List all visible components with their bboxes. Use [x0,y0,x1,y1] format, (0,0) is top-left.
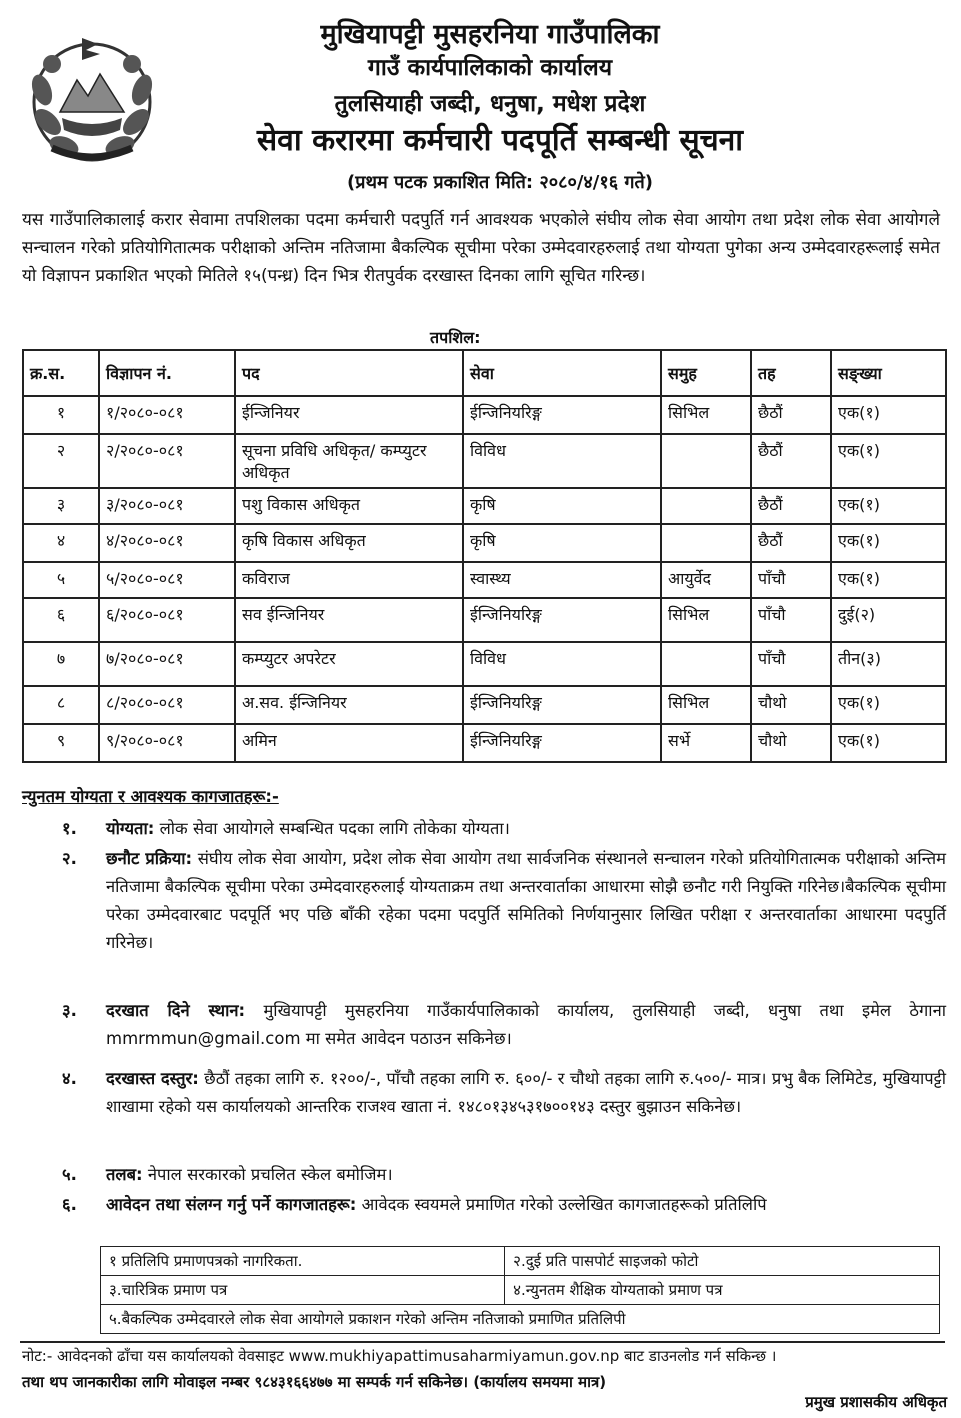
table-cell [661,434,751,488]
table-cell: सूचना प्रविधि अधिकृत/ कम्प्युटर अधिकृत [235,434,463,488]
table-cell: तीन(३) [831,642,946,686]
requirement-text: नेपाल सरकारको प्रचलित स्केल बमोजिम। [147,1165,393,1184]
table-row [23,686,946,724]
table-cell: ईन्जिनियरिङ्ग [463,724,661,762]
table-cell [661,488,751,524]
requirement-number: ४. [62,1069,77,1088]
table-cell: स्वास्थ्य [463,562,661,598]
intro-paragraph: यस गाउँपालिकालाई करार सेवामा तपशिलका पदमा कर्मचारी पदपुर्ति गर्न आवश्यक भएकोले संघीय लोक सेवा आयोग तथा प्रदेश लोक सेवा आयोगले सन्चालन गरेको प्रतियोगितात्मक परीक्षाको अन्तिम नतिजामा बैकल्पिक सूचीमा परेका उम्मेदवारहरुलाई तथा योग्यता पुगेका अन्य उम्मेदवारहरूलाई समेत यो विज्ञापन प्रकाशित भएको मितिले १५(पन्ध्र) दिन भित्र रीतपुर्वक दरखास्त दिनका लागि सूचित गरिन्छ। [22,210,940,286]
table-cell: ईन्जिनियर [235,396,463,434]
municipality-name: मुखियापट्टी मुसहरनिया गाउँपालिका [320,19,660,50]
doc-item: ३.चारित्रिक प्रमाण पत्र [101,1276,505,1305]
table-cell: १ [23,396,99,434]
table-cell: कृषि विकास अधिकृत [235,524,463,562]
table-row [23,434,946,488]
doc-item: १ प्रतिलिपि प्रमाणपत्रको नागरिकता. [101,1247,505,1276]
table-cell: पशु विकास अधिकृत [235,488,463,524]
table-caption: तपशिल: [430,328,481,347]
table-cell: ३ [23,488,99,524]
signature: प्रमुख प्रशासकीय अधिकृत [805,1393,947,1411]
table-cell: पाँचौ [751,598,831,642]
table-cell [661,524,751,562]
table-cell: २ [23,434,99,488]
table-cell: ८/२०८०-०८१ [99,686,235,724]
table-cell: एक(१) [831,488,946,524]
table-cell: एक(१) [831,724,946,762]
table-cell: छैठौं [751,434,831,488]
table-row [23,724,946,762]
requirement-text: आवेदक स्वयमले प्रमाणित गरेको उल्लेखित कागजातहरूको प्रतिलिपि [361,1195,767,1214]
col-post: पद [235,350,463,396]
requirement-item [106,845,946,957]
office-address: तुलसियाही जब्दी, धनुषा, मधेश प्रदेश [334,91,646,117]
table-row [23,642,946,686]
table-cell: ७/२०८०-०८१ [99,642,235,686]
table-cell: कम्प्युटर अपरेटर [235,642,463,686]
table-cell: आयुर्वेद [661,562,751,598]
office-name: गाउँ कार्यपालिकाको कार्यालय [367,55,613,81]
table-row [23,598,946,642]
requirement-label: तलब: [106,1165,143,1184]
table-cell: ९ [23,724,99,762]
table-cell: ५ [23,562,99,598]
table-cell: ६ [23,598,99,642]
table-cell: पाँचौ [751,642,831,686]
table-cell: एक(१) [831,434,946,488]
requirement-text: संघीय लोक सेवा आयोग, प्रदेश लोक सेवा आयोग तथा सार्वजनिक संस्थानले सन्चालन गरेको प्रतियोगितात्मक परीक्षाको अन्तिम नतिजामा बैकल्पिक सूचीमा परेका उम्मेदवारहरुलाई योग्यताक्रम तथा अन्तरवार्ताका आधारमा सोझै छनौट गरी नियुक्ति गरिनेछ।बैकल्पिक सूचीमा परेका उम्मेदवारबाट पदपूर्ति भए पछि बाँकी रहेका पदमा पदपुर्ति समितिको निर्णयानुसार लिखित परीक्षा र अन्तरवार्ताका आधारमा पदपुर्ति गरिनेछ। [106,849,946,952]
table-cell: ९/२०८०-०८१ [99,724,235,762]
footer-contact: तथा थप जानकारीका लागि मोवाइल नम्बर ९८४३१६६४७७ मा सम्पर्क गर्न सकिनेछ। (कार्यालय समयमा मात्र) [22,1373,607,1391]
requirement-number: ३. [62,1001,77,1020]
table-cell: सर्भे [661,724,751,762]
table-cell: ७ [23,642,99,686]
footer-note: नोट:- आवेदनको ढाँचा यस कार्यालयको वेवसाइट www.mukhiyapattimusaharmiyamun.gov.np बाट डाउनलोड गर्न सकिन्छ । [22,1347,777,1365]
vacancy-table [22,349,947,763]
table-cell: सव ईन्जिनियर [235,598,463,642]
table-row [23,488,946,524]
table-cell: एक(१) [831,396,946,434]
table-cell: सिभिल [661,598,751,642]
documents-table [100,1246,940,1334]
table-cell: २/२०८०-०८१ [99,434,235,488]
requirement-text: छैठौं तहका लागि रु. १२००/-, पाँचौ तहका लागि रु. ६००/- र चौथो तहका लागि रु.५००/- मात्र। प्रभु बैक लिमिटेड, मुखियापट्टी शाखामा रहेको यस कार्यालयको आन्तरिक राजश्व खाता नं. १४८०१३४५३१७००१४३ दस्तुर बुझाउन सकिनेछ। [106,1069,947,1116]
requirement-label: आवेदन तथा संलग्न गर्नु पर्ने कागजातहरू: [106,1195,357,1214]
notice-title: सेवा करारमा कर्मचारी पदपूर्ति सम्बन्धी सूचना [256,123,744,158]
table-cell: छैठौं [751,524,831,562]
published-date: (प्रथम पटक प्रकाशित मिति: २०८०/४/१६ गते) [347,172,653,193]
table-cell: दुई(२) [831,598,946,642]
table-cell: ईन्जिनियरिङ्ग [463,396,661,434]
col-ad-no: विज्ञापन नं. [99,350,235,396]
table-cell: ४/२०८०-०८१ [99,524,235,562]
table-cell: विविध [463,434,661,488]
table-header-row [23,350,946,396]
requirement-number: १. [62,819,77,838]
table-cell: कविराज [235,562,463,598]
requirement-item [106,1191,946,1219]
requirement-number: २. [62,849,77,868]
requirement-text: लोक सेवा आयोगले सम्बन्धित पदका लागि तोकेका योग्यता। [159,819,510,838]
table-cell: विविध [463,642,661,686]
requirement-label: दरखात दिने स्थान: [106,1001,246,1020]
table-cell: पाँचौ [751,562,831,598]
table-cell: अ.सव. ईन्जिनियर [235,686,463,724]
table-cell: ३/२०८०-०८१ [99,488,235,524]
col-level: तह [751,350,831,396]
col-count: सङ्ख्या [831,350,946,396]
table-cell: ८ [23,686,99,724]
doc-item: ५.बैकल्पिक उम्मेदवारले लोक सेवा आयोगले प्रकाशन गरेको अन्तिम नतिजाको प्रमाणित प्रतिलिपी [101,1305,940,1334]
table-cell: कृषि [463,524,661,562]
table-cell: अमिन [235,724,463,762]
table-cell: सिभिल [661,396,751,434]
table-cell: चौथो [751,724,831,762]
table-cell: एक(१) [831,562,946,598]
requirement-item [106,815,946,843]
requirement-text: मुखियापट्टी मुसहरनिया गाउँकार्यपालिकाको कार्यालय, तुलसियाही जब्दी, धनुषा तथा इमेल ठेगाना mmrmmun@gmail.com मा समेत आवेदन पठाउन सकिनेछ। [106,1001,946,1048]
table-row [23,524,946,562]
col-service: सेवा [463,350,661,396]
table-cell: एक(१) [831,524,946,562]
nepal-emblem-icon [22,30,162,170]
table-cell: चौथो [751,686,831,724]
divider [20,1341,945,1343]
requirement-item [106,1065,946,1121]
table-cell: सिभिल [661,686,751,724]
requirement-item [106,997,946,1053]
table-cell: ईन्जिनियरिङ्ग [463,598,661,642]
requirements-list [22,815,947,1235]
table-row [23,562,946,598]
table-cell [661,642,751,686]
table-cell: कृषि [463,488,661,524]
requirement-label: योग्यता: [106,819,155,838]
table-cell: ४ [23,524,99,562]
table-cell: ईन्जिनियरिङ्ग [463,686,661,724]
requirement-label: छनौट प्रक्रिया: [106,849,193,868]
table-cell: छैठौं [751,488,831,524]
doc-item: ४.न्युनतम शैक्षिक योग्यताको प्रमाण पत्र [505,1276,940,1305]
requirements-heading: न्युनतम योग्यता र आवश्यक कागजातहरू:- [22,787,279,806]
col-sn: क्र.स. [23,350,99,396]
table-cell: ६/२०८०-०८१ [99,598,235,642]
requirement-number: ६. [62,1195,77,1214]
doc-item: २.दुई प्रति पासपोर्ट साइजको फोटो [505,1247,940,1276]
requirement-item [106,1161,946,1189]
table-cell: एक(१) [831,686,946,724]
table-cell: छैठौं [751,396,831,434]
col-group: समुह [661,350,751,396]
requirement-number: ५. [62,1165,77,1184]
table-cell: ५/२०८०-०८१ [99,562,235,598]
table-cell: १/२०८०-०८१ [99,396,235,434]
table-row [23,396,946,434]
requirement-label: दरखास्त दस्तुर: [106,1069,199,1088]
